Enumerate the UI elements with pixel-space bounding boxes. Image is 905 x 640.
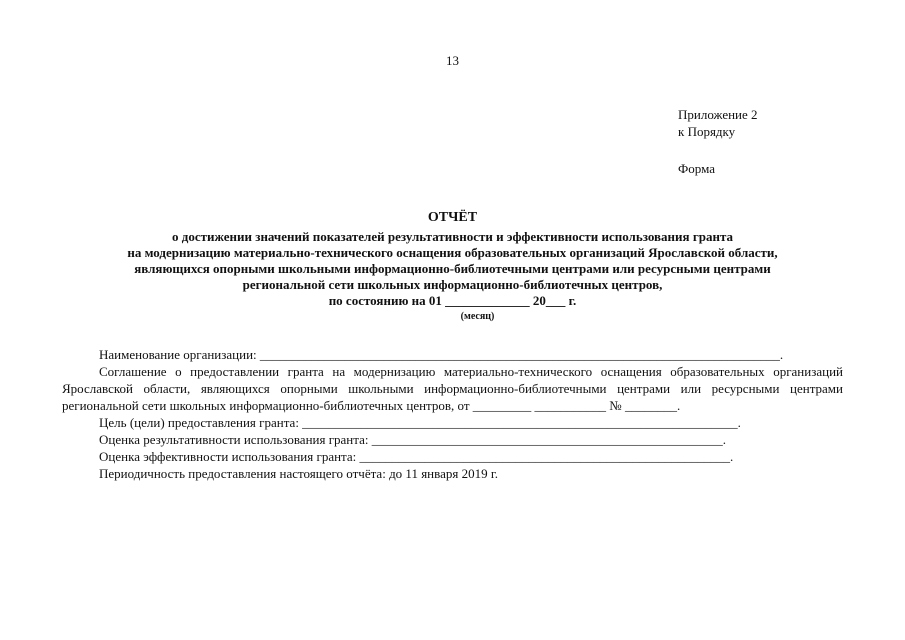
appendix-reference: к Порядку (678, 124, 736, 139)
form-label: Форма (678, 161, 715, 176)
page-number: 13 (446, 53, 459, 68)
appendix-block (678, 106, 758, 177)
grant-purpose-field: Цель (цели) предоставления гранта: ___________________________________________________________________. (99, 415, 741, 430)
report-title: ОТЧЁТ (427, 210, 478, 225)
report-subtitle-line-1: о достижении значений показателей результативности и эффективности использования гранта (172, 229, 733, 244)
agreement-paragraph: Соглашение о предоставлении гранта на модернизацию материально-технического оснащения образовательных организаций Ярославской области, являющихся опорными школьными информационно-библиотечными центрами или ресурсными центрами региональной сети школьных информационно-библиотечных центров, от _________ ___________ № ________. (62, 364, 843, 413)
efficiency-assessment-field: Оценка эффективности использования гранта: _________________________________________________________. (99, 449, 734, 464)
report-periodicity-text: Периодичность предоставления настоящего отчёта: до 11 января 2019 г. (99, 466, 498, 481)
report-subtitle-line-3: являющихся опорными школьными информационно-библиотечными центрами или ресурсными центрами (134, 261, 771, 276)
report-date-line: по состоянию на 01 _____________ 20___ г. (328, 293, 577, 308)
report-subtitle-line-4: региональной сети школьных информационно-библиотечных центров, (242, 277, 663, 292)
month-hint: (месяц) (460, 311, 495, 322)
report-subtitle-line-2: на модернизацию материально-технического оснащения образовательных организаций Ярославской области, (127, 245, 778, 260)
report-body (62, 346, 843, 482)
organization-name-field: Наименование организации: ________________________________________________________________________________. (99, 347, 784, 362)
appendix-number: Приложение 2 (678, 107, 758, 122)
report-title-block (40, 210, 865, 323)
effectiveness-assessment-field: Оценка результативности использования гранта: ______________________________________________________. (99, 432, 726, 447)
